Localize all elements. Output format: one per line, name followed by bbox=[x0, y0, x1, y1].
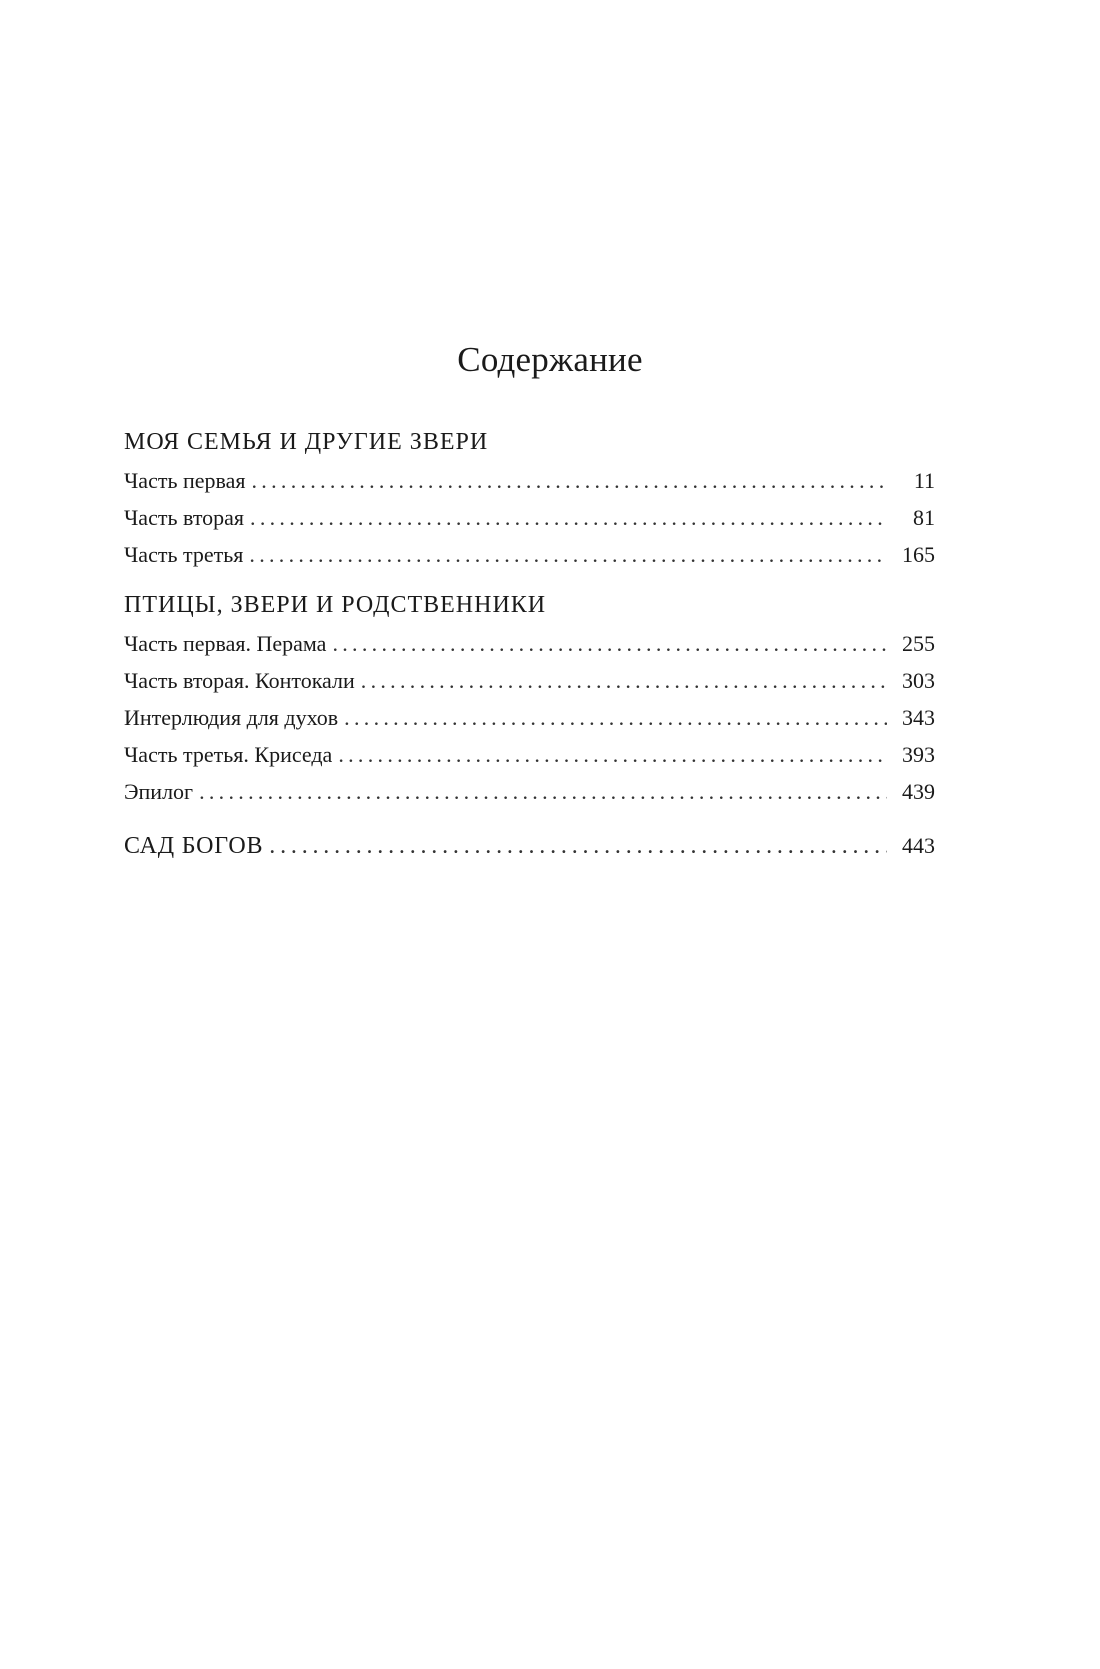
dot-leader bbox=[361, 662, 887, 699]
entry-page-number: 255 bbox=[902, 631, 935, 656]
toc-entry[interactable] bbox=[124, 699, 935, 736]
toc-entry[interactable] bbox=[124, 536, 935, 573]
dot-leader bbox=[250, 499, 887, 536]
toc-entry[interactable] bbox=[124, 625, 935, 662]
entry-page-number: 443 bbox=[902, 833, 935, 858]
table-of-contents bbox=[124, 427, 935, 877]
toc-section bbox=[124, 827, 935, 864]
toc-entry[interactable] bbox=[124, 736, 935, 773]
dot-leader bbox=[199, 773, 887, 810]
toc-entry[interactable] bbox=[124, 827, 935, 864]
entry-label: Часть третья. Криседа bbox=[124, 742, 333, 767]
dot-leader bbox=[344, 699, 887, 736]
toc-entry[interactable] bbox=[124, 773, 935, 810]
entry-label: Часть вторая. Контокали bbox=[124, 668, 355, 693]
page-title: Содержание bbox=[457, 340, 643, 379]
entry-page-number: 165 bbox=[902, 542, 935, 567]
entry-page-number: 393 bbox=[902, 742, 935, 767]
entry-page-number: 11 bbox=[913, 468, 935, 493]
entry-page-number: 303 bbox=[902, 668, 935, 693]
section-heading: ПТИЦЫ, ЗВЕРИ И РОДСТВЕННИКИ bbox=[124, 592, 547, 618]
toc-entry[interactable] bbox=[124, 662, 935, 699]
entry-label: Часть первая bbox=[124, 468, 246, 493]
entry-page-number: 81 bbox=[913, 505, 935, 530]
dot-leader bbox=[338, 736, 887, 773]
entry-label: Часть третья bbox=[124, 542, 244, 567]
dot-leader bbox=[332, 625, 887, 662]
entry-page-number: 343 bbox=[902, 705, 935, 730]
toc-section bbox=[124, 427, 935, 573]
dot-leader bbox=[269, 828, 887, 865]
entry-label: САД БОГОВ bbox=[124, 833, 264, 859]
entry-label: Часть вторая bbox=[124, 505, 245, 530]
entry-label: Часть первая. Перама bbox=[124, 631, 327, 656]
toc-entry[interactable] bbox=[124, 462, 935, 499]
toc-entry[interactable] bbox=[124, 499, 935, 536]
entry-label: Интерлюдия для духов bbox=[124, 705, 339, 730]
entry-label: Эпилог bbox=[124, 779, 194, 804]
toc-section bbox=[124, 590, 935, 810]
entry-page-number: 439 bbox=[902, 779, 935, 804]
dot-leader bbox=[249, 536, 887, 573]
section-heading: МОЯ СЕМЬЯ И ДРУГИЕ ЗВЕРИ bbox=[124, 429, 489, 455]
dot-leader bbox=[252, 462, 888, 499]
